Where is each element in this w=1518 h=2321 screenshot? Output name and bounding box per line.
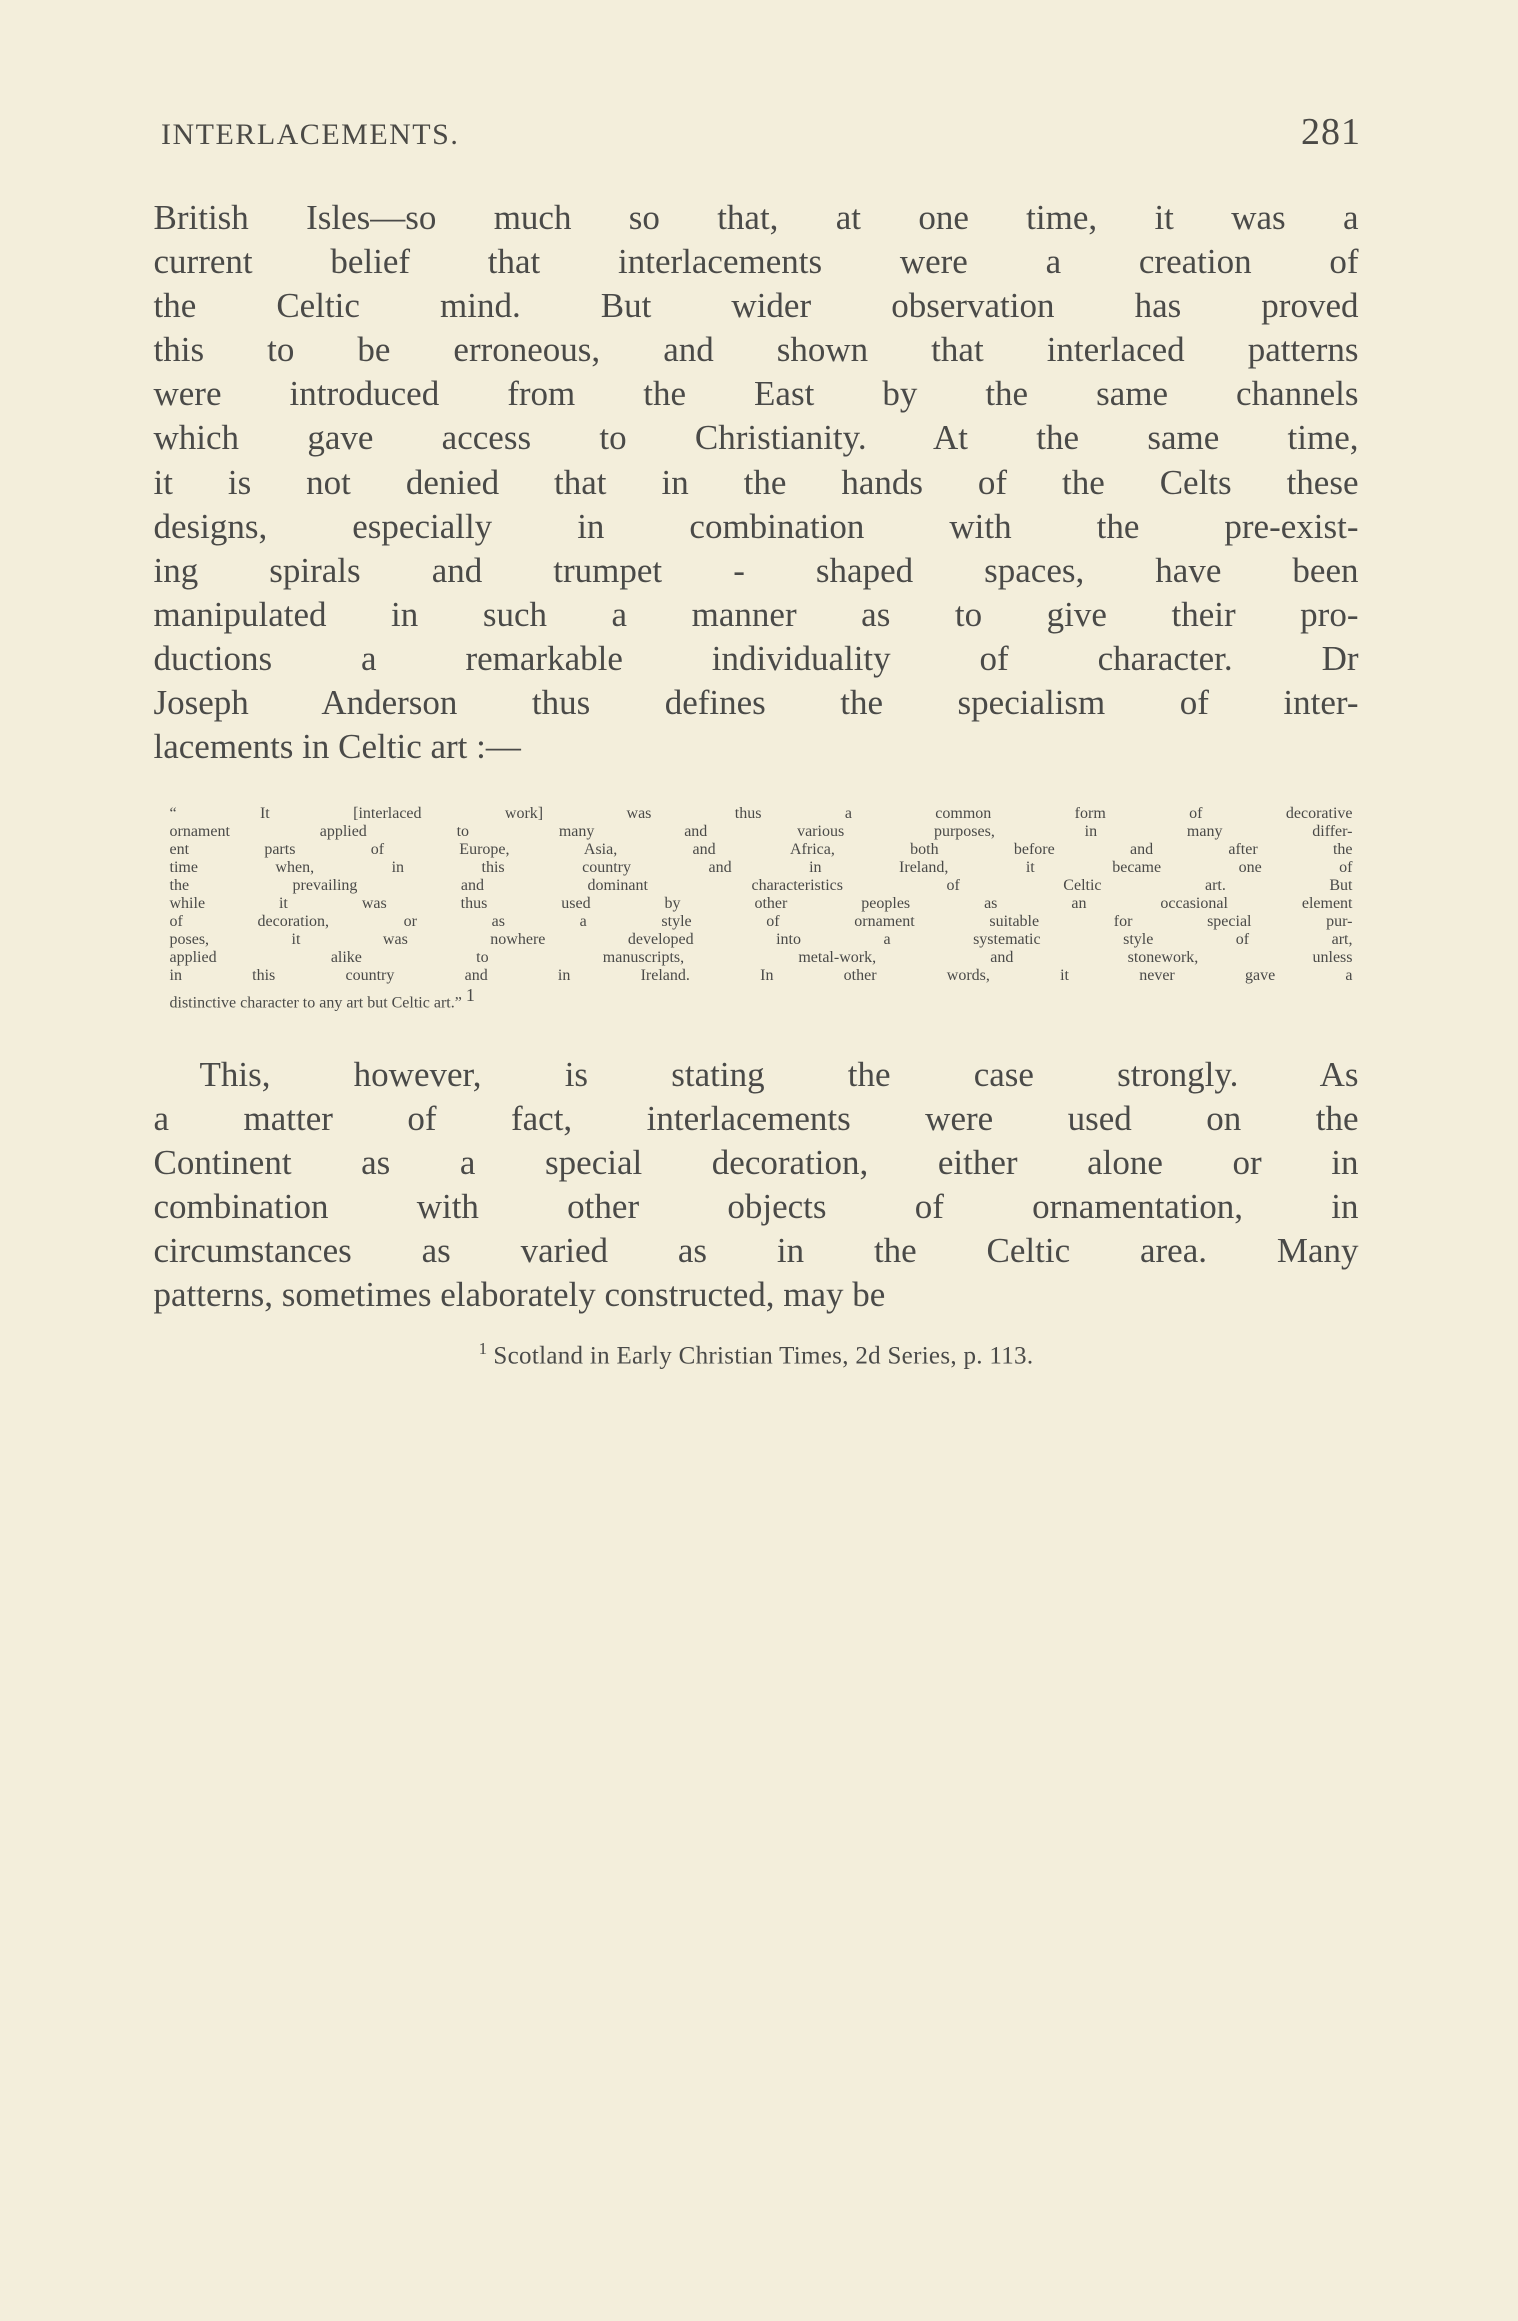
quote-line: poses, it was nowhere developed into a systematic style of art, [169, 931, 1353, 949]
quote-line: ent parts of Europe, Asia, and Africa, both before and after the [169, 841, 1353, 859]
text-line: a matter of fact, interlacements were used on the [153, 1098, 1359, 1138]
footnote-text: Scotland in Early Christian Times, 2d Series, p. 113. [493, 1342, 1034, 1370]
text-line: ing spirals and trumpet - shaped spaces, have been [153, 550, 1359, 590]
text-line: manipulated in such a manner as to give their pro- [153, 594, 1359, 634]
text-line: combination with other objects of ornamentation, in [153, 1186, 1359, 1226]
page-content [96, 110, 1416, 1370]
text-line: current belief that interlacements were a creation of [153, 242, 1359, 282]
page-header [151, 110, 1361, 154]
page-number: 281 [1301, 111, 1361, 153]
text-line: lacements in Celtic art :— [153, 727, 521, 767]
text-line: which gave access to Christianity. At the same time, [153, 418, 1359, 458]
text-line: this to be erroneous, and shown that interlaced patterns [153, 330, 1359, 370]
text-line: Joseph Anderson thus defines the specialism of inter- [153, 683, 1359, 723]
text-line: patterns, sometimes elaborately constructed, may be [153, 1275, 886, 1315]
running-head: INTERLACEMENTS. [161, 118, 460, 151]
footnote-marker: 1 [478, 1339, 488, 1359]
paragraph-one [154, 196, 1359, 769]
quote-line: applied alike to manuscripts, metal-work, and stonework, unless [169, 949, 1353, 967]
quote-line: in this country and in Ireland. In other words, it never gave a [169, 967, 1353, 985]
text-line: British Isles—so much so that, at one time, it was a [153, 198, 1359, 237]
paragraph-two [154, 1053, 1359, 1318]
text-line: ductions a remarkable individuality of character. Dr [153, 638, 1359, 678]
text-line: were introduced from the East by the same channels [153, 374, 1359, 414]
quote-line: time when, in this country and in Ireland, it became one of [169, 859, 1353, 877]
footnote-reference: 1 [465, 985, 475, 1006]
text-line: designs, especially in combination with the pre-exist- [153, 506, 1359, 546]
body-column [154, 196, 1359, 1370]
quote-line-text: distinctive character to any art but Celtic art.” [169, 994, 462, 1012]
text-line: it is not denied that in the hands of the Celts these [153, 462, 1359, 502]
text-line: This, however, is stating the case strongly. As [199, 1054, 1359, 1094]
text-line: the Celtic mind. But wider observation has proved [153, 286, 1359, 326]
quote-line: “ It [interlaced work] was thus a common form of decorative [169, 805, 1353, 823]
text-line: circumstances as varied as in the Celtic area. Many [153, 1230, 1359, 1270]
block-quotation [154, 805, 1359, 1012]
quote-line: the prevailing and dominant characteristics of Celtic art. But [169, 877, 1353, 895]
quote-line-final [170, 985, 1353, 1012]
text-line: Continent as a special decoration, either alone or in [153, 1142, 1359, 1182]
quote-line: of decoration, or as a style of ornament suitable for special pur- [169, 913, 1353, 931]
quote-line: ornament applied to many and various purposes, in many differ- [169, 823, 1353, 841]
page-footnote [154, 1339, 1359, 1370]
quote-line: while it was thus used by other peoples as an occasional element [169, 895, 1353, 913]
